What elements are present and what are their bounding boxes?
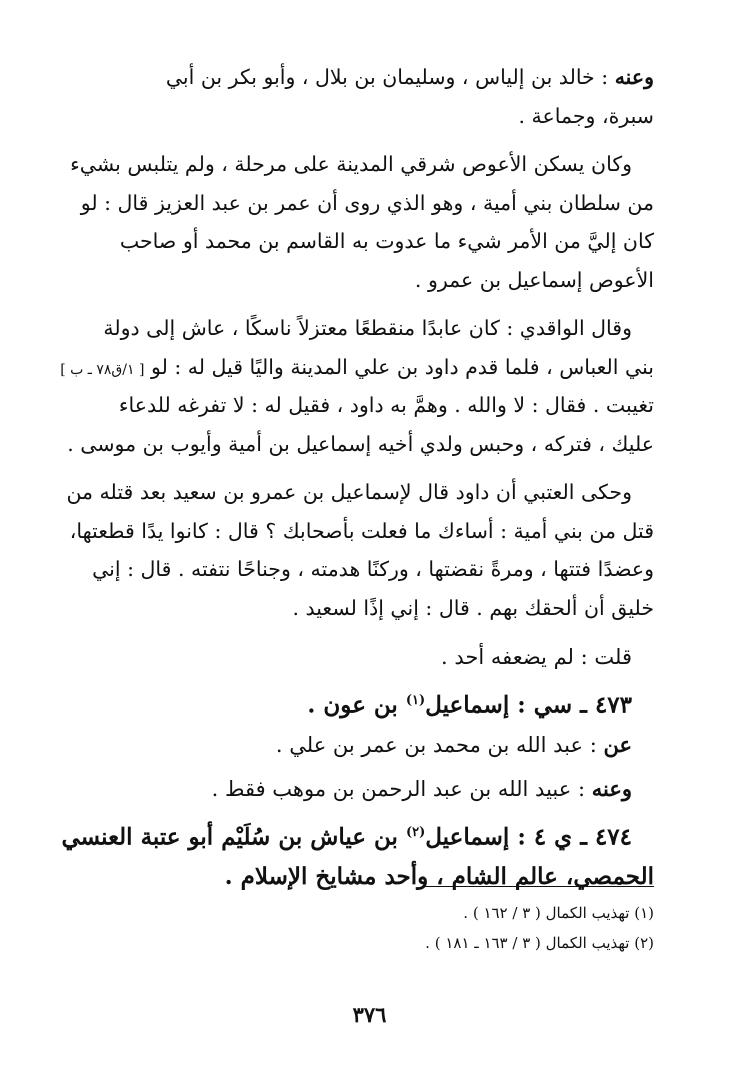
para3-line2: بني العباس ، فلما قدم داود بن علي المدينة واليًا قيل له : لو [ ١/ق٧٨ ـ ب ] (60, 354, 654, 379)
para4-line2: قتل من بني أمية : أساءك ما فعلت بأصحابك ؟ قال : كانوا يدًا قطعتها، (69, 518, 654, 543)
footnote-ref-2: (٢) (405, 825, 426, 840)
entry-473-by: وعنه : عبيد الله بن عبد الرحمن بن موهب فقط . (211, 776, 632, 801)
entry-474-name: إسماعيل (425, 823, 510, 851)
para2-line2: من سلطان بني أمية ، وهو الذي روى أن عمر بن عبد العزيز قال : لو (80, 190, 654, 215)
para1-label: وعنه (614, 65, 654, 89)
entry-474-number: ٤٧٤ ـ ي ٤ : (517, 823, 632, 851)
entry-473-name: إسماعيل (425, 691, 510, 719)
para1-line2: سبرة، وجماعة . (518, 103, 654, 128)
para3-line3: تغيبت . فقال : لا والله . وهمَّ به داود ، فقيل له : لا تفرغه للدعاء (118, 393, 654, 417)
para3-line1: وقال الواقدي : كان عابدًا منقطعًا معتزلاً ناسكًا ، عاش إلى دولة (103, 316, 632, 340)
entry-473-from: عن : عبد الله بن محمد بن عمر بن علي . (275, 732, 632, 757)
para2-line1: وكان يسكن الأعوص شرقي المدينة على مرحلة ، ولم يتلبس بشيء (70, 152, 632, 176)
footnote-divider (422, 886, 654, 887)
para4-line1: وحكى العتبي أن داود قال لإسماعيل بن عمرو بن سعيد بعد قتله من (66, 480, 632, 504)
main-text (60, 58, 654, 901)
entry-473-number: ٤٧٣ ـ سي : (517, 691, 632, 719)
para2-line4: الأعوص إسماعيل بن عمرو . (414, 267, 654, 292)
para3-line4: عليك ، فتركه ، وحبس ولدي أخيه إسماعيل بن أمية وأيوب بن موسى . (67, 431, 654, 456)
footnote-1: (١) تهذيب الكمال ( ٣ / ١٦٢ ) . (463, 904, 654, 922)
entry-474-heading: ٤٧٤ ـ ي ٤ : إسماعيل$^{(٢)}$ بن عياش بن سُلَيْم أبو عتبة العنسي (61, 823, 632, 851)
manuscript-folio-marker: [ ١/ق٧٨ ـ ب ] (60, 361, 145, 378)
footnote-2: (٢) تهذيب الكمال ( ٣ / ١٦٣ ـ ١٨١ ) . (425, 934, 654, 952)
page-number: ٣٧٦ (352, 1002, 387, 1027)
para1-line1: وعنه : خالد بن إلياس ، وسليمان بن بلال ، وأبو بكر بن أبي (165, 65, 654, 89)
para2-line3: كان إليَّ من الأمر شيء ما عدوت به القاسم بن محمد أو صاحب (119, 229, 654, 253)
para4-line3: وعضدًا فتتها ، ومرةً نقضتها ، وركنًا هدمته ، وجناحًا نتفته . قال : إني (92, 557, 654, 581)
note-line: قلت : لم يضعفه أحد . (440, 645, 632, 669)
footnotes (254, 898, 654, 958)
entry-474-line2: الحمصي، عالم الشام ، وأحد مشايخ الإسلام . (224, 863, 654, 890)
entry-473-heading: ٤٧٣ ـ سي : إسماعيل$^{(١)}$ بن عون . (307, 691, 632, 719)
para4-line4: خليق أن ألحقك بهم . قال : إني إذًا لسعيد . (292, 595, 654, 620)
footnote-ref-1: (١) (405, 693, 426, 708)
